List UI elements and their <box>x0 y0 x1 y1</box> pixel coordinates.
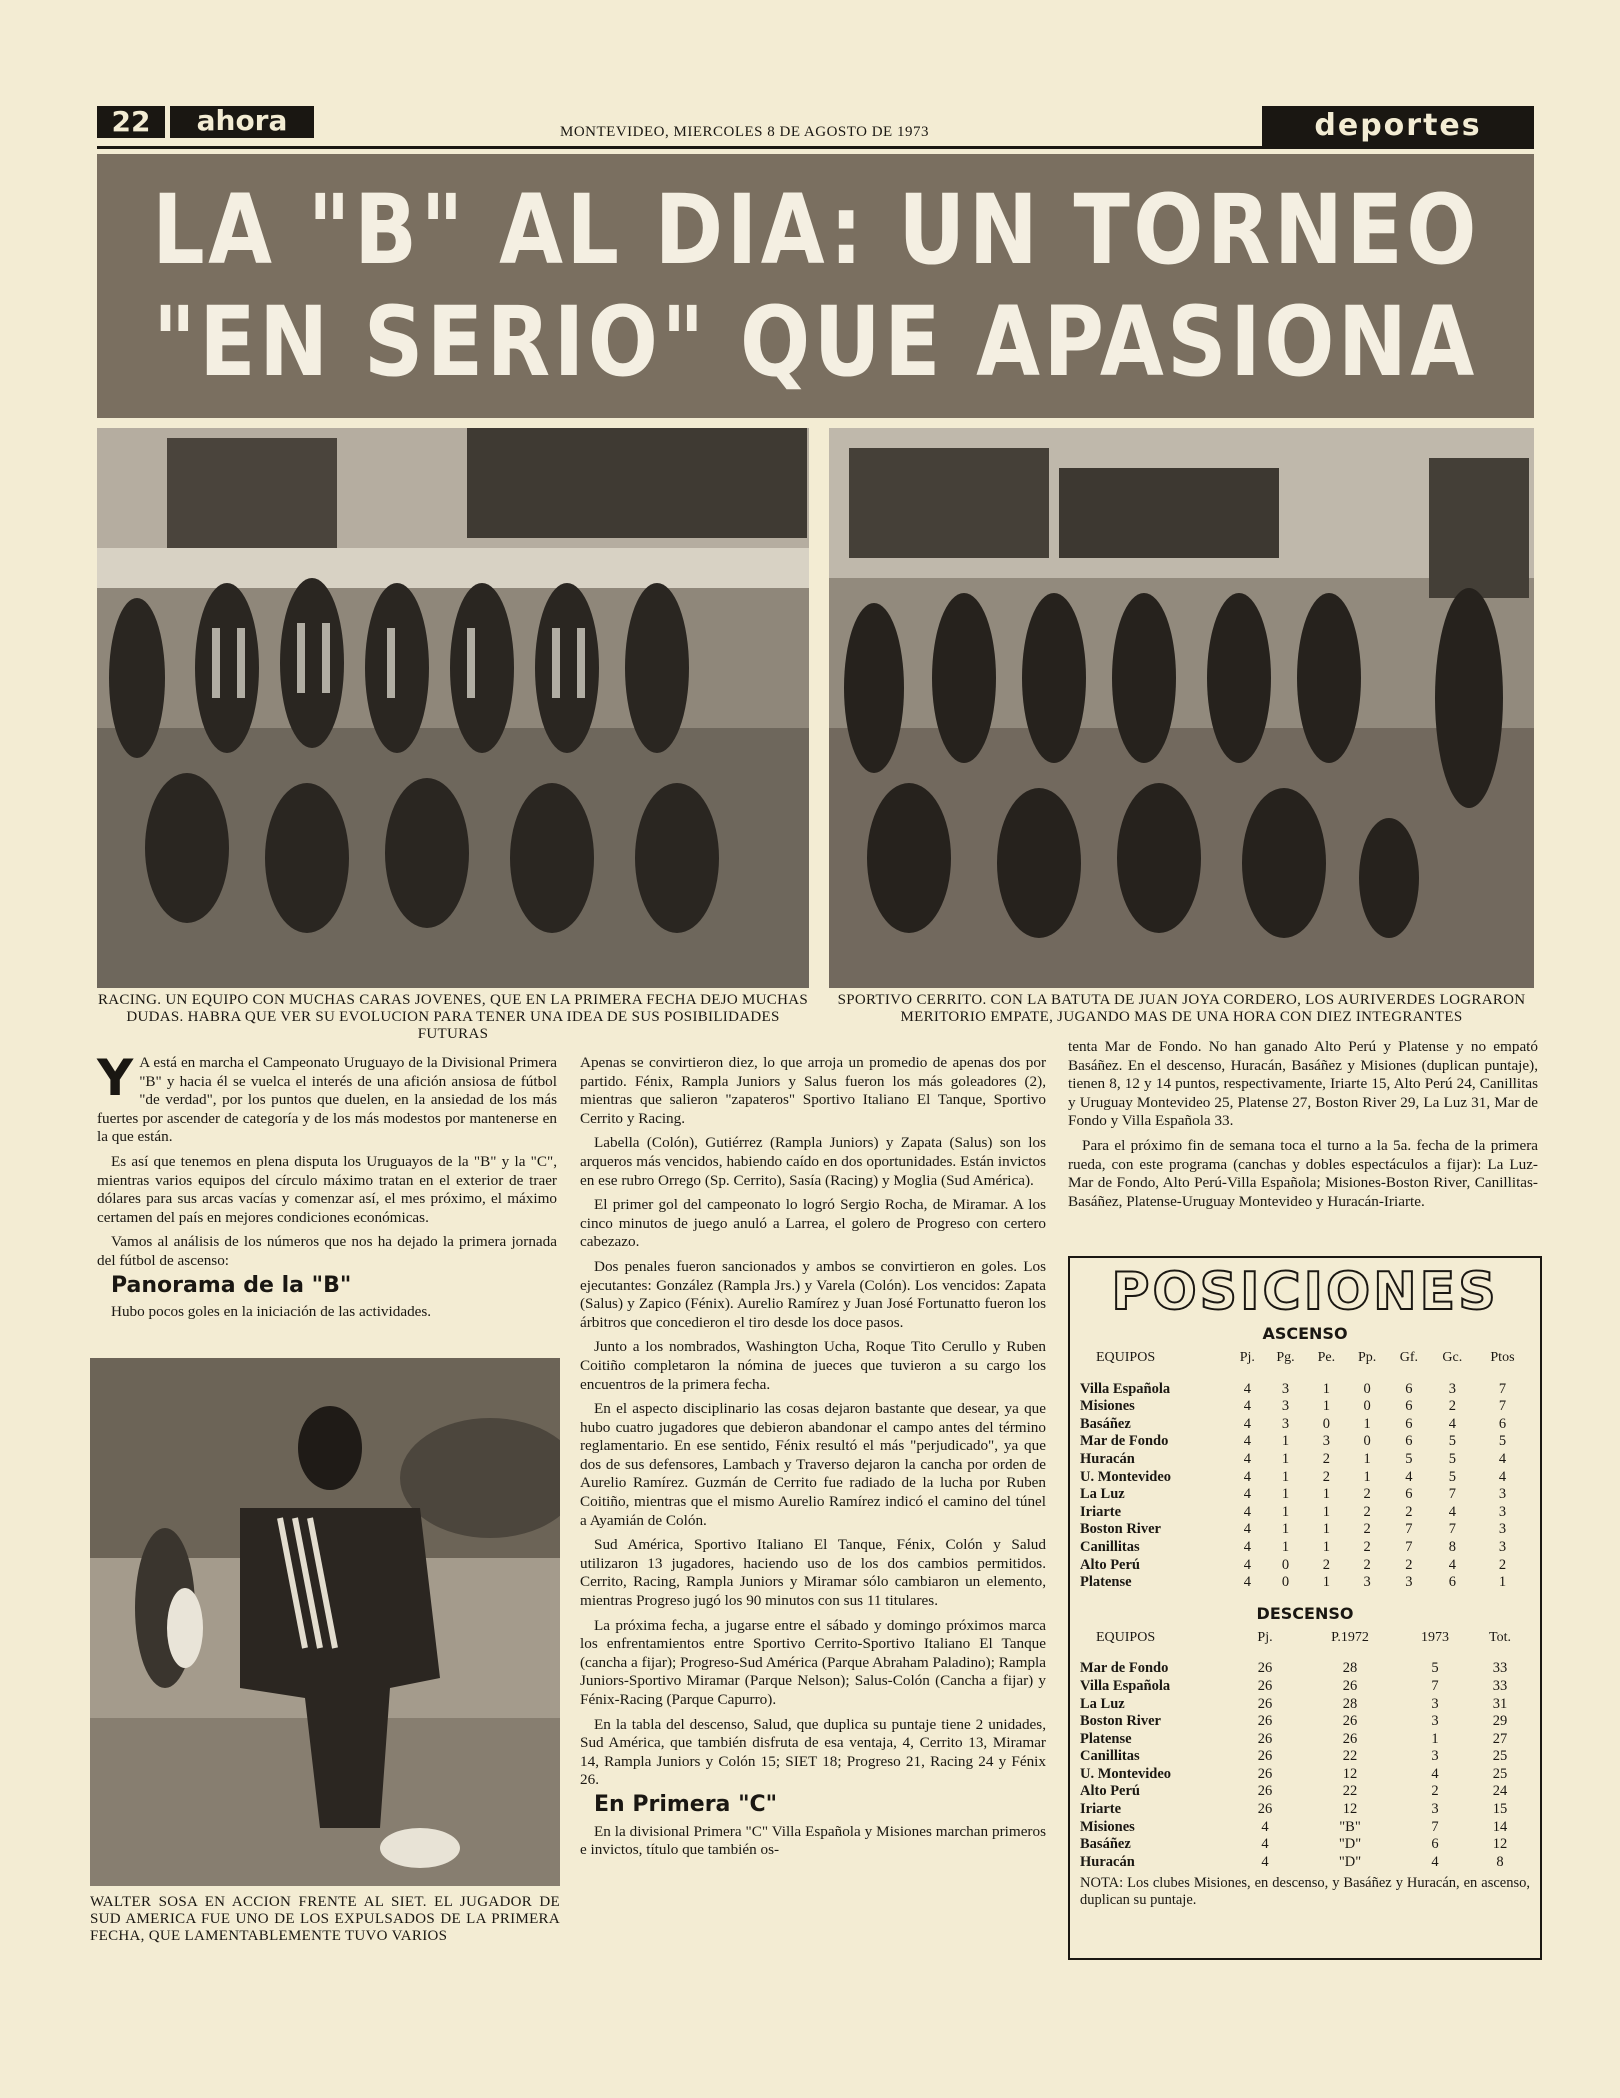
table-header-cell: Tot. <box>1489 1629 1511 1645</box>
stat-cell: 6 <box>1405 1415 1413 1432</box>
stat-cell: 28 <box>1342 1695 1358 1712</box>
stat-cell: 2 <box>1405 1556 1413 1573</box>
stat-cell: 4 <box>1431 1853 1439 1870</box>
subhead-primera-c: En Primera "C" <box>594 1791 778 1817</box>
stat-cell: 3 <box>1498 1486 1507 1503</box>
stat-cell: 4 <box>1448 1556 1456 1573</box>
stat-cell: 26 <box>1257 1801 1273 1818</box>
stat-cell: 1 <box>1322 1521 1330 1538</box>
ascenso-row <box>1080 1557 1530 1575</box>
positions-note: NOTA: Los clubes Misiones, en descenso, y Basáñez y Huracán, en ascenso, duplican su puntaje. <box>1080 1875 1530 1909</box>
team-name: Misiones <box>1080 1398 1135 1415</box>
descenso-row <box>1080 1783 1530 1801</box>
team-name: Basáñez <box>1080 1836 1131 1853</box>
stat-cell: 5 <box>1448 1468 1456 1485</box>
section-label: deportes <box>1262 106 1534 146</box>
stat-cell: 3 <box>1431 1748 1439 1765</box>
stat-cell: 3 <box>1431 1801 1439 1818</box>
stat-cell: 7 <box>1498 1380 1507 1397</box>
stat-cell: 1 <box>1281 1486 1290 1503</box>
publication-name: ahora <box>170 106 314 138</box>
team-name: Basáñez <box>1080 1415 1131 1432</box>
stat-cell: 1 <box>1281 1521 1290 1538</box>
cerrito-photo-caption: SPORTIVO CERRITO. CON LA BATUTA DE JUAN JOYA CORDERO, LOS AURIVERDES LOGRARON MERITORIO EMPATE, JUGANDO MAS DE UNA HORA CON DIEZ INTEGRANTES <box>837 992 1526 1025</box>
ascenso-row <box>1080 1381 1530 1399</box>
stat-cell: 24 <box>1492 1783 1508 1800</box>
stat-cell: 1 <box>1322 1538 1330 1555</box>
stat-cell: 4 <box>1498 1450 1507 1467</box>
stat-cell: 33 <box>1492 1677 1508 1694</box>
stat-cell: 33 <box>1492 1660 1508 1677</box>
descenso-row <box>1080 1766 1530 1784</box>
stat-cell: 26 <box>1342 1713 1358 1730</box>
stat-cell: 6 <box>1498 1415 1507 1432</box>
stat-cell: 0 <box>1363 1380 1371 1397</box>
stat-cell: 2 <box>1363 1556 1371 1573</box>
stat-cell: 4 <box>1261 1853 1269 1870</box>
stat-cell: 1 <box>1363 1468 1371 1485</box>
stat-cell: 1 <box>1322 1486 1330 1503</box>
stat-cell: 3 <box>1498 1521 1507 1538</box>
team-name: Villa Española <box>1080 1677 1171 1694</box>
stat-cell: 15 <box>1492 1801 1508 1818</box>
descenso-row <box>1080 1748 1530 1766</box>
descenso-table <box>1080 1629 1530 1872</box>
stat-cell: 29 <box>1492 1713 1508 1730</box>
stat-cell: 5 <box>1498 1433 1507 1450</box>
team-name: Iriarte <box>1080 1801 1122 1818</box>
col2-paragraph-3: El primer gol del campeonato lo logró Sergio Rocha, de Miramar. A los cinco minutos de juego anuló a Larrea, el golero de Progreso con certero cabezazo. <box>580 1196 1046 1251</box>
stat-cell: 4 <box>1243 1398 1251 1415</box>
stat-cell: 26 <box>1257 1748 1273 1765</box>
article-column-3 <box>1068 1038 1538 1217</box>
team-name: La Luz <box>1080 1486 1125 1503</box>
ascenso-row <box>1080 1574 1530 1592</box>
stat-cell: 3 <box>1431 1695 1439 1712</box>
ascenso-row <box>1080 1451 1530 1469</box>
positions-box <box>1068 1256 1542 1960</box>
team-name: Mar de Fondo <box>1080 1433 1169 1450</box>
cerrito-team-photo <box>829 428 1534 988</box>
stat-cell: 6 <box>1405 1486 1413 1503</box>
stat-cell: 3 <box>1448 1380 1456 1397</box>
stat-cell: 6 <box>1405 1433 1413 1450</box>
stat-cell: 3 <box>1281 1398 1290 1415</box>
team-name: Canillitas <box>1080 1538 1140 1555</box>
stat-cell: 1 <box>1322 1574 1330 1591</box>
stat-cell: 4 <box>1243 1521 1251 1538</box>
col1-paragraph-3: Vamos al análisis de los números que nos ha dejado la primera jornada del fútbol de ascenso: <box>97 1233 557 1269</box>
stat-cell: 1 <box>1281 1538 1290 1555</box>
stat-cell: "D" <box>1338 1853 1362 1870</box>
stat-cell: 4 <box>1243 1574 1251 1591</box>
descenso-row <box>1080 1660 1530 1678</box>
stat-cell: 1 <box>1498 1574 1507 1591</box>
stat-cell: 4 <box>1431 1765 1439 1782</box>
stat-cell: 2 <box>1363 1503 1371 1520</box>
stat-cell: 3 <box>1405 1574 1413 1591</box>
walter-sosa-photo <box>90 1358 560 1886</box>
team-name: Mar de Fondo <box>1080 1660 1169 1677</box>
stat-cell: 22 <box>1342 1783 1358 1800</box>
col2-paragraph-7: Sud América, Sportivo Italiano El Tanque, Fénix, Colón y Salud utilizaron 13 jugadores, haciendo uso de los dos cambios permitidos. Cerrito, Racing, Rampla Juniors y Miramar sólo cambiaron un elemento, mientras Progreso jugó los 90 minutos con sus 11 titulares. <box>580 1536 1046 1610</box>
stat-cell: 26 <box>1257 1695 1273 1712</box>
stat-cell: 27 <box>1492 1730 1508 1747</box>
stat-cell: 1 <box>1281 1433 1290 1450</box>
stat-cell: 5 <box>1431 1660 1439 1677</box>
stat-cell: 0 <box>1322 1415 1330 1432</box>
stat-cell: 4 <box>1243 1450 1251 1467</box>
stat-cell: 4 <box>1261 1836 1269 1853</box>
stat-cell: 26 <box>1257 1783 1273 1800</box>
stat-cell: 7 <box>1448 1521 1456 1538</box>
col3-paragraph-2: Para el próximo fin de semana toca el turno a la 5a. fecha de la primera rueda, con este programa (canchas y dobles espectáculos a fijar): La Luz-Mar de Fondo, Alto Perú-Villa Española; Misiones-Boston River, Canillitas-Basáñez, Platense-Uruguay Montevideo y Huracán-Iriarte. <box>1068 1136 1538 1210</box>
team-name: Huracán <box>1080 1450 1135 1467</box>
stat-cell: 31 <box>1492 1695 1508 1712</box>
stat-cell: 2 <box>1448 1398 1456 1415</box>
team-name: U. Montevideo <box>1080 1765 1172 1782</box>
stat-cell: 1 <box>1363 1415 1371 1432</box>
stat-cell: "D" <box>1338 1836 1362 1853</box>
stat-cell: 0 <box>1281 1556 1290 1573</box>
stat-cell: 8 <box>1496 1853 1504 1870</box>
headline-line-1: LA "B" AL DIA: UN TORNEO <box>151 174 1480 286</box>
stat-cell: 2 <box>1405 1503 1413 1520</box>
stat-cell: 5 <box>1448 1450 1456 1467</box>
stat-cell: 26 <box>1257 1730 1273 1747</box>
stat-cell: 4 <box>1261 1818 1269 1835</box>
stat-cell: 4 <box>1405 1468 1413 1485</box>
stat-cell: 25 <box>1492 1765 1508 1782</box>
descenso-row <box>1080 1678 1530 1696</box>
team-name: Alto Perú <box>1080 1556 1140 1573</box>
stat-cell: 3 <box>1281 1415 1290 1432</box>
team-name: Boston River <box>1080 1713 1161 1730</box>
ascenso-row <box>1080 1416 1530 1434</box>
stat-cell: 26 <box>1257 1677 1273 1694</box>
stat-cell: 7 <box>1431 1677 1439 1694</box>
team-name: Canillitas <box>1080 1748 1140 1765</box>
positions-title: POSICIONES <box>1111 1262 1499 1322</box>
headline-line-2: "EN SERIO" QUE APASIONA <box>153 286 1478 398</box>
sosa-photo-caption: WALTER SOSA EN ACCION FRENTE AL SIET. EL JUGADOR DE SUD AMERICA FUE UNO DE LOS EXPULSADOS DE LA PRIMERA FECHA, QUE LAMENTABLEMENTE TUVO VARIOS <box>90 1894 560 1944</box>
stat-cell: 12 <box>1342 1801 1358 1818</box>
col1-paragraph-1: A está en marcha el Campeonato Uruguayo de la Divisional Primera "B" y hacia él se vuelca el interés de una afición ansiosa de fútbol "de verdad", por los puntos que duelen, en la ansiedad de los más fuertes por ascender de categoría y de los más modestos por mantenerse en la que están. <box>97 1054 557 1146</box>
stat-cell: 1 <box>1322 1398 1330 1415</box>
stat-cell: 3 <box>1431 1713 1439 1730</box>
stat-cell: 7 <box>1405 1521 1413 1538</box>
stat-cell: 1 <box>1363 1450 1371 1467</box>
stat-cell: 1 <box>1281 1468 1290 1485</box>
stat-cell: 22 <box>1342 1748 1358 1765</box>
header-rule <box>97 146 1534 149</box>
team-name: U. Montevideo <box>1080 1468 1172 1485</box>
stat-cell: 5 <box>1448 1433 1456 1450</box>
col2-paragraph-2: Labella (Colón), Gutiérrez (Rampla Juniors) y Zapata (Salus) son los arqueros más vencidos, habiendo caído en dos oportunidades. Están invictos en ese rubro Orrego (Sp. Cerrito), Sasía (Racing) y Moglia (Sud América). <box>580 1134 1046 1189</box>
page-number: 22 <box>97 106 165 138</box>
stat-cell: 2 <box>1322 1556 1330 1573</box>
stat-cell: 2 <box>1431 1783 1439 1800</box>
ascenso-label: ASCENSO <box>1262 1324 1348 1343</box>
stat-cell: 3 <box>1498 1503 1507 1520</box>
table-header-cell: Gc. <box>1442 1350 1463 1365</box>
stat-cell: 12 <box>1492 1836 1508 1853</box>
stat-cell: 4 <box>1448 1415 1456 1432</box>
ascenso-table <box>1080 1349 1530 1592</box>
team-name: Misiones <box>1080 1818 1135 1835</box>
stat-cell: 26 <box>1257 1713 1273 1730</box>
stat-cell: 0 <box>1363 1398 1371 1415</box>
team-name: Boston River <box>1080 1521 1161 1538</box>
stat-cell: 1 <box>1322 1380 1330 1397</box>
team-name: Iriarte <box>1080 1503 1122 1520</box>
stat-cell: 0 <box>1281 1574 1290 1591</box>
ascenso-row <box>1080 1398 1530 1416</box>
stat-cell: 4 <box>1243 1380 1251 1397</box>
col1-paragraph-4: Hubo pocos goles en la iniciación de las actividades. <box>111 1303 432 1321</box>
stat-cell: 1 <box>1431 1730 1439 1747</box>
stat-cell: "B" <box>1339 1818 1361 1835</box>
team-name: La Luz <box>1080 1695 1125 1712</box>
stat-cell: 2 <box>1363 1521 1371 1538</box>
ascenso-row <box>1080 1521 1530 1539</box>
ascenso-row <box>1080 1469 1530 1487</box>
stat-cell: 2 <box>1498 1556 1507 1573</box>
table-header-cell: Gf. <box>1399 1350 1418 1365</box>
stat-cell: 3 <box>1363 1574 1371 1591</box>
dateline: MONTEVIDEO, MIERCOLES 8 DE AGOSTO DE 1973 <box>560 124 929 140</box>
descenso-row <box>1080 1836 1530 1854</box>
col2-paragraph-10: En la divisional Primera "C" Villa Española y Misiones marchan primeros e invictos, título que también os- <box>580 1822 1046 1859</box>
stat-cell: 26 <box>1257 1765 1273 1782</box>
stat-cell: 1 <box>1281 1503 1290 1520</box>
stat-cell: 28 <box>1342 1660 1358 1677</box>
ascenso-row <box>1080 1539 1530 1557</box>
team-name: Alto Perú <box>1080 1783 1140 1800</box>
descenso-row <box>1080 1819 1530 1837</box>
drop-cap: Y <box>97 1049 134 1107</box>
table-header-cell: Pg. <box>1276 1350 1295 1365</box>
stat-cell: 4 <box>1243 1556 1251 1573</box>
headline-banner <box>97 154 1534 418</box>
ascenso-row <box>1080 1486 1530 1504</box>
subhead-panorama: Panorama de la "B" <box>111 1272 352 1298</box>
stat-cell: 0 <box>1363 1433 1371 1450</box>
stat-cell: 4 <box>1498 1468 1507 1485</box>
col3-paragraph-1: tenta Mar de Fondo. No han ganado Alto Perú y Platense y no empató Basáñez. En el descenso, Huracán, Basáñez y Misiones (duplican puntaje), tienen 8, 12 y 14 puntos, respectivamente, Iriarte 15, Alto Perú 24, Canillitas y Uruguay Montevideo 25, Platense 27, Boston River 29, La Luz 31, Mar de Fondo y Villa Española 33. <box>1068 1038 1538 1130</box>
stat-cell: 7 <box>1448 1486 1456 1503</box>
team-name: Platense <box>1080 1574 1132 1591</box>
table-header-cell: Pp. <box>1358 1350 1377 1365</box>
table-header-cell: Ptos <box>1490 1350 1515 1365</box>
col2-paragraph-6: En el aspecto disciplinario las cosas dejaron bastante que desear, ya que hubo cuatro jugadores que debieron abandonar el campo antes del término reglamentario. En ese sentido, Fénix resultó el más "perjudicado", ya que dos de sus defensores, Lambach y Traverso dejaron la cancha por orden de Aurelio Ramírez. Guzmán de Cerrito fue radiado de la lucha por Ruben Coitiño, mientras que el mismo Aurelio Ramírez indicó el camino del túnel a Ayamián de Colón. <box>580 1400 1046 1529</box>
stat-cell: 3 <box>1322 1433 1330 1450</box>
descenso-row <box>1080 1801 1530 1819</box>
stat-cell: 25 <box>1492 1748 1508 1765</box>
article-column-1 <box>97 1049 557 1328</box>
stat-cell: 2 <box>1363 1486 1371 1503</box>
team-name: Huracán <box>1080 1853 1135 1870</box>
stat-cell: 2 <box>1363 1538 1371 1555</box>
team-name: Villa Española <box>1080 1380 1171 1397</box>
descenso-row <box>1080 1696 1530 1714</box>
stat-cell: 8 <box>1448 1538 1456 1555</box>
stat-cell: 26 <box>1342 1730 1358 1747</box>
stat-cell: 7 <box>1405 1538 1413 1555</box>
stat-cell: 7 <box>1498 1398 1507 1415</box>
col2-paragraph-8: La próxima fecha, a jugarse entre el sábado y domingo próximos marca los enfrentamientos entre Sportivo Cerrito-Sportivo Italiano El Tanque (cancha a fijar); Progreso-Sud América (Parque Abraham Paladino); Rampla Juniors-Sportivo Miramar (Parque Nelson); Salus-Colón (Cancha a fijar) y Fénix-Racing (Parque Capurro). <box>580 1616 1046 1708</box>
col2-paragraph-9: En la tabla del descenso, Salud, que duplica su puntaje tiene 2 unidades, Sud América, que también disfruta de esa ventaja, 4, Cerrito 13, Miramar 14, Rampla Juniors y Colón 15; SIET 18; Progreso 21, Racing 24 y Fénix 26. <box>580 1715 1046 1789</box>
table-header-cell: P.1972 <box>1331 1629 1369 1645</box>
stat-cell: 4 <box>1243 1538 1251 1555</box>
table-header-cell: EQUIPOS <box>1096 1350 1156 1365</box>
stat-cell: 6 <box>1448 1574 1456 1591</box>
col1-paragraph-2: Es así que tenemos en plena disputa los Uruguayos de la "B" y la "C", mientras varios equipos del círculo máximo tratan en el exterior de traer dólares para sus arcas vacías y comenzar así, el mes próximo, el máximo certamen del país en mejores condiciones económicas. <box>97 1152 557 1226</box>
stat-cell: 26 <box>1342 1677 1358 1694</box>
stat-cell: 4 <box>1448 1503 1456 1520</box>
table-header-cell: Pe. <box>1317 1350 1336 1365</box>
team-name: Platense <box>1080 1730 1132 1747</box>
stat-cell: 4 <box>1243 1503 1251 1520</box>
stat-cell: 1 <box>1281 1450 1290 1467</box>
stat-cell: 2 <box>1322 1450 1330 1467</box>
stat-cell: 4 <box>1243 1415 1251 1432</box>
table-header-cell: Pj. <box>1257 1629 1273 1645</box>
table-header-cell: 1973 <box>1421 1629 1449 1645</box>
stat-cell: 6 <box>1405 1380 1413 1397</box>
ascenso-row <box>1080 1504 1530 1522</box>
stat-cell: 3 <box>1281 1380 1290 1397</box>
descenso-label: DESCENSO <box>1256 1603 1354 1623</box>
col2-paragraph-4: Dos penales fueron sancionados y ambos se convirtieron en goles. Los ejecutantes: González (Rampla Jrs.) y Varela (Colón). Los vencidos: Zapata (Salus) y Zapico (Fénix). Aurelio Ramírez y Juan José Fortunatto fueron los árbitros que concedieron el tiro desde los doce pasos. <box>580 1257 1046 1331</box>
stat-cell: 4 <box>1243 1433 1251 1450</box>
stat-cell: 12 <box>1342 1765 1358 1782</box>
stat-cell: 6 <box>1405 1398 1413 1415</box>
table-header-cell: EQUIPOS <box>1096 1629 1156 1645</box>
stat-cell: 1 <box>1322 1503 1330 1520</box>
stat-cell: 2 <box>1322 1468 1330 1485</box>
stat-cell: 4 <box>1243 1468 1251 1485</box>
stat-cell: 26 <box>1257 1660 1273 1677</box>
stat-cell: 6 <box>1431 1836 1439 1853</box>
stat-cell: 7 <box>1431 1818 1439 1835</box>
racing-team-photo <box>97 428 809 988</box>
racing-photo-caption: RACING. UN EQUIPO CON MUCHAS CARAS JOVENES, QUE EN LA PRIMERA FECHA DEJO MUCHAS DUDAS. HABRA QUE VER SU EVOLUCION PARA TENER UNA IDEA DE SUS POSIBILIDADES FUTURAS <box>97 992 809 1042</box>
article-column-2 <box>580 1054 1046 1866</box>
descenso-row <box>1080 1854 1530 1872</box>
table-header-cell: Pj. <box>1239 1350 1255 1365</box>
descenso-row <box>1080 1713 1530 1731</box>
ascenso-row <box>1080 1433 1530 1451</box>
col2-paragraph-5: Junto a los nombrados, Washington Ucha, Roque Tito Cerullo y Ruben Coitiño completaron la nómina de jueces que tuvieron a su cargo los encuentros de la primera fecha. <box>580 1338 1046 1393</box>
stat-cell: 5 <box>1405 1450 1413 1467</box>
stat-cell: 3 <box>1498 1538 1507 1555</box>
descenso-row <box>1080 1731 1530 1749</box>
stat-cell: 14 <box>1492 1818 1508 1835</box>
stat-cell: 4 <box>1243 1486 1251 1503</box>
col2-paragraph-1: Apenas se convirtieron diez, lo que arroja un promedio de apenas dos por partido. Fénix, Rampla Juniors y Salus fueron los más goleadores (2), mientras que salieron "zapateros" Sportivo Italiano El Tanque, Sportivo Cerrito y Racing. <box>580 1054 1046 1127</box>
